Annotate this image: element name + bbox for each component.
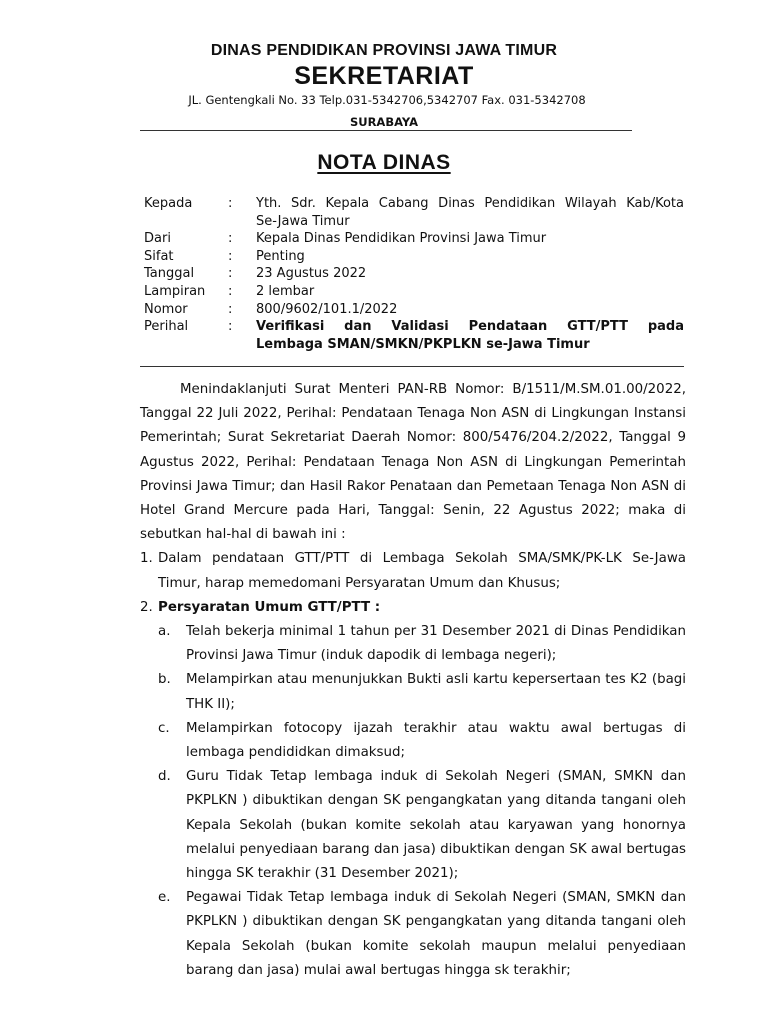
sub-text: Pegawai Tidak Tetap lembaga induk di Sekolah Negeri (SMAN, SMKN dan PKPLKN ) dibuktikan dengan SK pengangkatan yang ditanda tangani oleh Kepala Sekolah (bukan komite sekolah maupun melalui penyediaan barang dan jasa) mulai awal bertugas hingga sk terakhir; bbox=[186, 890, 686, 978]
meta-label-nomor: Nomor bbox=[144, 301, 188, 317]
header-divider bbox=[140, 366, 684, 367]
meta-row-sifat bbox=[144, 248, 684, 266]
meta-label-perihal: Perihal bbox=[144, 319, 189, 335]
sub-list-item bbox=[140, 765, 686, 886]
meta-row-perihal bbox=[144, 318, 684, 336]
meta-label-dari: Dari bbox=[144, 231, 171, 247]
meta-value-kepada: Yth. Sdr. Kepala Cabang Dinas Pendidikan Wilayah Kab/Kota bbox=[256, 196, 684, 211]
agency-name: DINAS PENDIDIKAN PROVINSI JAWA TIMUR bbox=[210, 42, 558, 59]
letterhead-divider bbox=[140, 130, 632, 131]
meta-label-sifat: Sifat bbox=[144, 248, 174, 264]
meta-row-dari bbox=[144, 230, 684, 248]
list-number: 2. bbox=[140, 599, 153, 615]
list-item-text: Dalam pendataan GTT/PTT di Lembaga Sekolah SMA/SMK/PK-LK Se-Jawa Timur, harap memedomani Persyaratan Umum dan Khusus; bbox=[158, 551, 686, 591]
requirements-list bbox=[140, 620, 686, 983]
sub-letter: a. bbox=[158, 624, 171, 640]
sub-letter: b. bbox=[158, 672, 171, 688]
document-title bbox=[0, 151, 768, 175]
meta-value-sifat: Penting bbox=[256, 248, 305, 264]
meta-row-tanggal bbox=[144, 265, 684, 283]
meta-value-kepada-cont: Se-Jawa Timur bbox=[256, 213, 350, 229]
meta-row-perihal-cont bbox=[144, 336, 684, 354]
meta-row-nomor bbox=[144, 301, 684, 319]
meta-label-lampiran: Lampiran bbox=[144, 283, 206, 299]
document-title-text: NOTA DINAS bbox=[317, 151, 451, 174]
list-number: 1. bbox=[140, 551, 153, 567]
meta-value-nomor: 800/9602/101.1/2022 bbox=[256, 301, 398, 317]
list-item-1 bbox=[140, 547, 686, 595]
intro-paragraph: Menindaklanjuti Surat Menteri PAN-RB Nomor: B/1511/M.SM.01.00/2022, Tanggal 22 Juli 2022, Perihal: Pendataan Tenaga Non ASN di Lingkungan Instansi Pemerintah; Surat Sekretariat Daerah Nomor: 800/5476/204.2/2022, Tanggal 9 Agustus 2022, Perihal: Pendataan Tenaga Non ASN di Lingkungan Pemerintah Provinsi Jawa Timur; dan Hasil Rakor Penataan dan Pemetaan Tenaga Non ASN di Hotel Grand Mercure pada Hari, Tanggal: Senin, 22 Agustus 2022; maka di sebutkan hal-hal di bawah ini : bbox=[140, 382, 686, 543]
meta-colon: : bbox=[228, 301, 233, 317]
meta-colon: : bbox=[228, 248, 233, 264]
sub-text: Guru Tidak Tetap lembaga induk di Sekolah Negeri (SMAN, SMKN dan PKPLKN ) dibuktikan dengan SK pengangkatan yang ditanda tangani oleh Kepala Sekolah (bukan komite sekolah atau karyawan yang honornya melalui penyediaan barang dan jasa) dibuktikan dengan SK awal bertugas hingga SK terakhir (31 Desember 2021); bbox=[186, 769, 686, 882]
list-item-2 bbox=[140, 596, 686, 620]
meta-colon: : bbox=[228, 231, 233, 247]
meta-colon: : bbox=[228, 266, 233, 282]
memo-body bbox=[140, 378, 686, 983]
meta-value-lampiran: 2 lembar bbox=[256, 283, 315, 299]
meta-colon: : bbox=[228, 196, 233, 211]
meta-value-tanggal: 23 Agustus 2022 bbox=[256, 266, 367, 282]
meta-row-lampiran bbox=[144, 283, 684, 301]
meta-colon: : bbox=[228, 283, 233, 299]
sub-text: Melampirkan atau menunjukkan Bukti asli kartu kepersertaan tes K2 (bagi THK II); bbox=[186, 672, 686, 712]
sub-letter: c. bbox=[158, 720, 170, 736]
meta-value-dari: Kepala Dinas Pendidikan Provinsi Jawa Timur bbox=[256, 231, 547, 247]
sub-list-item bbox=[140, 886, 686, 983]
meta-label-kepada: Kepada bbox=[144, 196, 193, 211]
meta-value-perihal: Verifikasi dan Validasi Pendataan GTT/PTT pada bbox=[256, 319, 684, 335]
meta-colon: : bbox=[228, 319, 233, 335]
sub-letter: d. bbox=[158, 769, 171, 785]
agency-city: SURABAYA bbox=[349, 115, 419, 129]
sub-list-item bbox=[140, 620, 686, 668]
letterhead bbox=[0, 40, 768, 132]
meta-row-kepada-cont bbox=[144, 213, 684, 231]
meta-row-kepada bbox=[144, 195, 684, 213]
sub-text: Melampirkan fotocopy ijazah terakhir atau waktu awal bertugas di lembaga pendididkan dimaksud; bbox=[186, 720, 686, 761]
meta-value-perihal-cont: Lembaga SMAN/SMKN/PKPLKN se-Jawa Timur bbox=[256, 336, 590, 352]
sub-list-item bbox=[140, 668, 686, 716]
list-item-heading: Persyaratan Umum GTT/PTT : bbox=[158, 599, 381, 615]
unit-name: SEKRETARIAT bbox=[294, 62, 474, 90]
sub-letter: e. bbox=[158, 890, 171, 906]
sub-text: Telah bekerja minimal 1 tahun per 31 Desember 2021 di Dinas Pendidikan Provinsi Jawa Timur (induk dapodik di lembaga negeri); bbox=[186, 624, 686, 664]
agency-address: JL. Gentengkali No. 33 Telp.031-5342706,5342707 Fax. 031-5342708 bbox=[188, 93, 586, 107]
sub-list-item bbox=[140, 717, 686, 765]
memo-header bbox=[144, 195, 684, 353]
meta-label-tanggal: Tanggal bbox=[144, 266, 195, 282]
